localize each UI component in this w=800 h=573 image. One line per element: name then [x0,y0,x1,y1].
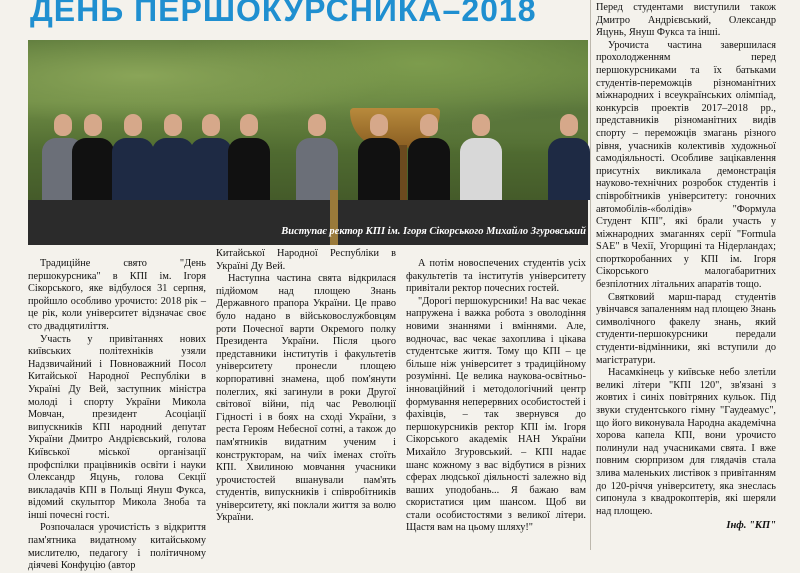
paragraph: А потім новоспечених студентів усіх факультетів та інститутів університету привітали ректор почесних гостей. [406,258,586,295]
paragraph: Традиційне свято "День першокурсника" в КПІ ім. Ігоря Сікорського, яке відбулося 31 серпня, пройшло особливо урочисто: 2018 рік – це рік, коли університет відзначає своє сто двадцятиліття. [28,258,206,332]
headline: ДЕНЬ ПЕРШОКУРСНИКА–2018 [30,0,537,28]
paragraph: Участь у привітаннях нових київських політехніків узяли Надзвичайний і Повноважний Посол Китайської Народної Республіки в Україні Ду Вей, заступник міністра молоді і спорту України Микола Мовчан, президент Асоціації випускників КПІ народний депутат України Дмитро Андрієвський, голова Київської міської організації профспілки працівників освіти і науки Олександр Яцунь, голова Секції викладачів КПІ в Польщі Януш Фукса, відомий скульптор Микола Зноба та інші почесні гості. [28,333,206,521]
paragraph: Урочиста частина завершилася прохолодженням перед першокурсниками та їх батьками студентів-переможців різноманітних міжнародних і всеукраїнських олімпіад, конкурсів проектів 2017–2018 рр., представників різноманітних видів спорту – переможців змагань різного рівня, учасників колективів художньої самодіяльності. Особливе зацікавлення присутніх викликала демонстрація науково-технічних розробок студентів і співробітників університету: гоночних автомобілів-«болідів» "Формула Студент КПІ", які брали участь у міжнародних змаганнях серії "Formula SAE" в Чехії, Угорщині та Нідерландах; спорткоробанних у КПІ ім. Ігоря Сікорського малогабаритних безпілотних літальних апаратів тощо. [596,39,776,291]
photo-caption: Виступає ректор КПІ ім. Ігоря Сікорського Михайло Згуровський [281,226,586,237]
article-signature: Інф. "КП" [726,520,776,532]
paragraph: Розпочалася урочистість з відкриття пам'ятника видатному китайському мислителю, педагогу і політичному діячеві Конфуцію (автор [28,522,206,572]
event-photo [28,40,588,245]
paragraph: Святковий марш-парад студентів увінчався запаленням над площею Знань символічного факелу знань, який студенти-першокурсники передали студенти-відмінники, які вступили до магістратури. [596,291,776,366]
photo-person [190,114,232,200]
article-column-2 [216,248,396,550]
photo-person [112,114,154,200]
paragraph: "Дорогі першокурсники! На вас чекає напружена і важка робота з оволодіння новими знаннями і вміннями. Але, водночас, вас чекає захоплива і цікава студентське життя. Тому що КПІ – це більше ніж університет з традиційному розумінні. Це велика наукова-освітньо-інноваційний і методологічний центр формування неперервних особистостей і фахівців, – так звернувся до першокурсників ректор КПІ ім. Ігоря Сікорського академік НАН України Михайло Згуровський. – КПІ надає шанс кожному з вас відбутися в різних сферах людської діяльності залежно від ваших уподобань... Я бажаю вам скористатися цим шансом. Щоб ви стали особистостями з великої літери. Щастя вам на цьому шляху!" [406,295,586,534]
photo-person [152,114,194,200]
article-column-4 [596,2,776,550]
photo-person [228,114,270,200]
column-divider [590,0,591,550]
photo-person-speaker [296,114,338,200]
photo-person [72,114,114,200]
photo-person [548,114,590,200]
paragraph: Китайської Народної Республіки в Україні Ду Вей. [216,248,396,272]
paragraph: Насамкінець у київське небо злетіли великі літери "КПІ 120", зв'язані з жовтих і синіх повітряних кульок. Під звуки студентського гімну "Гаудеамус", що його виконувала Народна академічна хорова капела КПІ, вони урочисто полинули над учасниками свята. І вже повним сюрпризом для глядачів стала злива маленьких листівок з привітанням до 120-річчя університету, яка знеслась сипонула з квадрокоптерів, які шеряли над площею. [596,367,776,517]
paragraph: Наступна частина свята відкрилася підйомом над площею Знань Державного прапора України. Це право було надано в військовослужбовцям роти Почесної варти Окремого полку Президента України. Після цього представники інститутів і факультетів університету пронесли площею корпоративні знамена, щоб пом'янути полеглих, які загинули в роки Другої світової війни, під час Революції Гідності і в боях на сході України, з реста Героям Небесної сотні, а також до пам'ятників видатним ученим і конструкторам, на чиїх іменах стоїть КПІ. Хвилиною мовчання учасники урочистостей вшанували пам'ять студентів, випускників і співробітників університету, які поклали життя за волю України. [216,273,396,524]
article-column-3 [406,258,586,550]
photo-person [460,114,502,200]
paragraph: Перед студентами виступили також Дмитро Андрієвський, Олександр Яцунь, Януш Фукса та інші. [596,2,776,39]
article-column-1 [28,258,206,572]
photo-person [358,114,400,200]
photo-person [408,114,450,200]
